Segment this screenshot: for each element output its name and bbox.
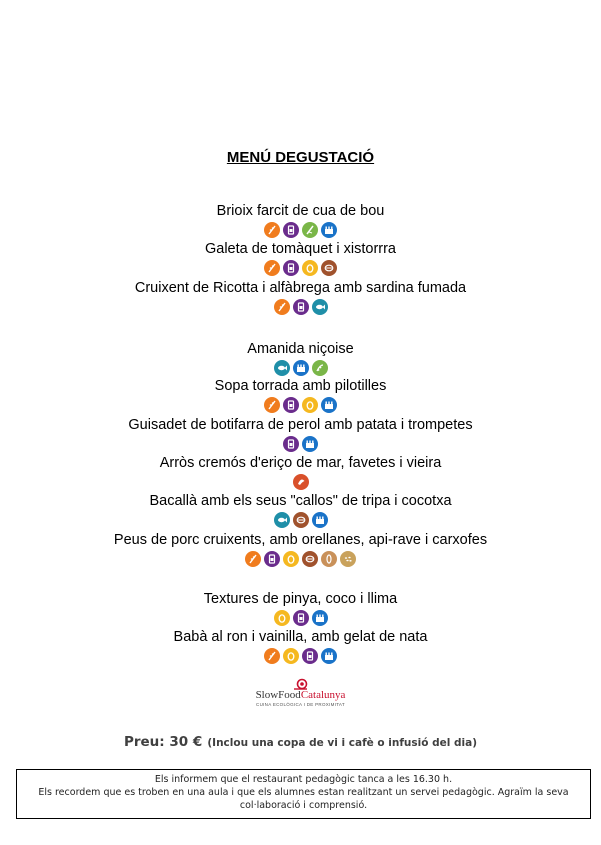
allergen-icons [0, 298, 601, 316]
gluten-icon [264, 397, 280, 413]
menu-item [0, 493, 601, 529]
allergen-icons [0, 359, 601, 377]
menu-item [0, 417, 601, 453]
milk-icon [283, 397, 299, 413]
price-label: Preu: 30 € [123, 734, 203, 750]
sulphites-icon [302, 436, 318, 452]
milk-icon [283, 436, 299, 452]
milk-icon [293, 299, 309, 315]
menu-item [0, 532, 601, 568]
notice-box [16, 769, 591, 819]
menu-item [0, 203, 601, 239]
gluten-icon [274, 299, 290, 315]
egg-icon [274, 610, 290, 626]
menu-title: MENÚ DEGUSTACIÓ [226, 149, 375, 166]
snail-icon [294, 678, 308, 690]
egg-icon [302, 397, 318, 413]
celery-icon [302, 222, 318, 238]
dish-name: Arròs cremós d'eriço de mar, favetes i vieira [159, 455, 442, 471]
price-note: (Inclou una copa de vi i cafè o infusió del dia) [207, 737, 478, 749]
notice-line-3: col·laboració i comprensió. [239, 800, 368, 811]
slow-food-logo [0, 689, 601, 711]
peanut-icon [321, 551, 337, 567]
gluten-icon [264, 260, 280, 276]
allergen-icons [0, 435, 601, 453]
milk-icon [293, 610, 309, 626]
milk-icon [264, 551, 280, 567]
dish-name: Babà al ron i vainilla, amb gelat de nata [173, 629, 428, 645]
fish-icon [274, 512, 290, 528]
sulphites-icon [321, 397, 337, 413]
milk-icon [302, 648, 318, 664]
dish-name: Sopa torrada amb pilotilles [214, 378, 387, 394]
menu-item [0, 629, 601, 665]
menu-item [0, 378, 601, 414]
logo-brand: SlowFood [255, 689, 301, 701]
sulphites-icon [321, 648, 337, 664]
egg-icon [302, 260, 318, 276]
crustaceans-icon [293, 474, 309, 490]
price-line [0, 731, 601, 750]
sulphites-icon [321, 222, 337, 238]
sesame-icon [340, 551, 356, 567]
sulphites-icon [312, 512, 328, 528]
menu-item [0, 591, 601, 627]
sulphites-icon [312, 610, 328, 626]
allergen-icons [0, 550, 601, 568]
allergen-icons [0, 647, 601, 665]
gluten-icon [264, 222, 280, 238]
menu-item [0, 280, 601, 316]
mustard-icon [312, 360, 328, 376]
dish-name: Galeta de tomàquet i xistorrra [204, 241, 396, 257]
dish-name: Amanida niçoise [247, 341, 354, 357]
egg-icon [283, 551, 299, 567]
fish-icon [274, 360, 290, 376]
allergen-icons [0, 609, 601, 627]
dish-name: Peus de porc cruixents, amb orellanes, api-rave i carxofes [113, 532, 488, 548]
dish-name: Textures de pinya, coco i llima [203, 591, 398, 607]
gluten-icon [245, 551, 261, 567]
logo-tagline: CUINA ECOLÒGICA I DE PROXIMITAT [256, 702, 345, 707]
notice-line-2: Els recordem que es troben en una aula i que els alumnes estan realitzant un servei pedagògic. Agraïm la seva [38, 787, 569, 798]
gluten-icon [264, 648, 280, 664]
allergen-icons [0, 511, 601, 529]
allergen-icons [0, 473, 601, 491]
logo-region: Catalunya [300, 689, 346, 701]
menu-item [0, 455, 601, 491]
allergen-icons [0, 221, 601, 239]
nuts-icon [321, 260, 337, 276]
menu-item [0, 241, 601, 277]
menu-item [0, 341, 601, 377]
nuts-icon [293, 512, 309, 528]
fish-icon [312, 299, 328, 315]
dish-name: Cruixent de Ricotta i alfàbrega amb sardina fumada [134, 280, 467, 296]
dish-name: Guisadet de botifarra de perol amb patata i trompetes [128, 417, 473, 433]
dish-name: Bacallà amb els seus "callos" de tripa i cocotxa [149, 493, 452, 509]
egg-icon [283, 648, 299, 664]
dish-name: Brioix farcit de cua de bou [216, 203, 385, 219]
notice-line-1: Els informem que el restaurant pedagògic tanca a les 16.30 h. [154, 774, 453, 785]
allergen-icons [0, 259, 601, 277]
sulphites-icon [293, 360, 309, 376]
nuts-icon [302, 551, 318, 567]
milk-icon [283, 222, 299, 238]
allergen-icons [0, 396, 601, 414]
milk-icon [283, 260, 299, 276]
